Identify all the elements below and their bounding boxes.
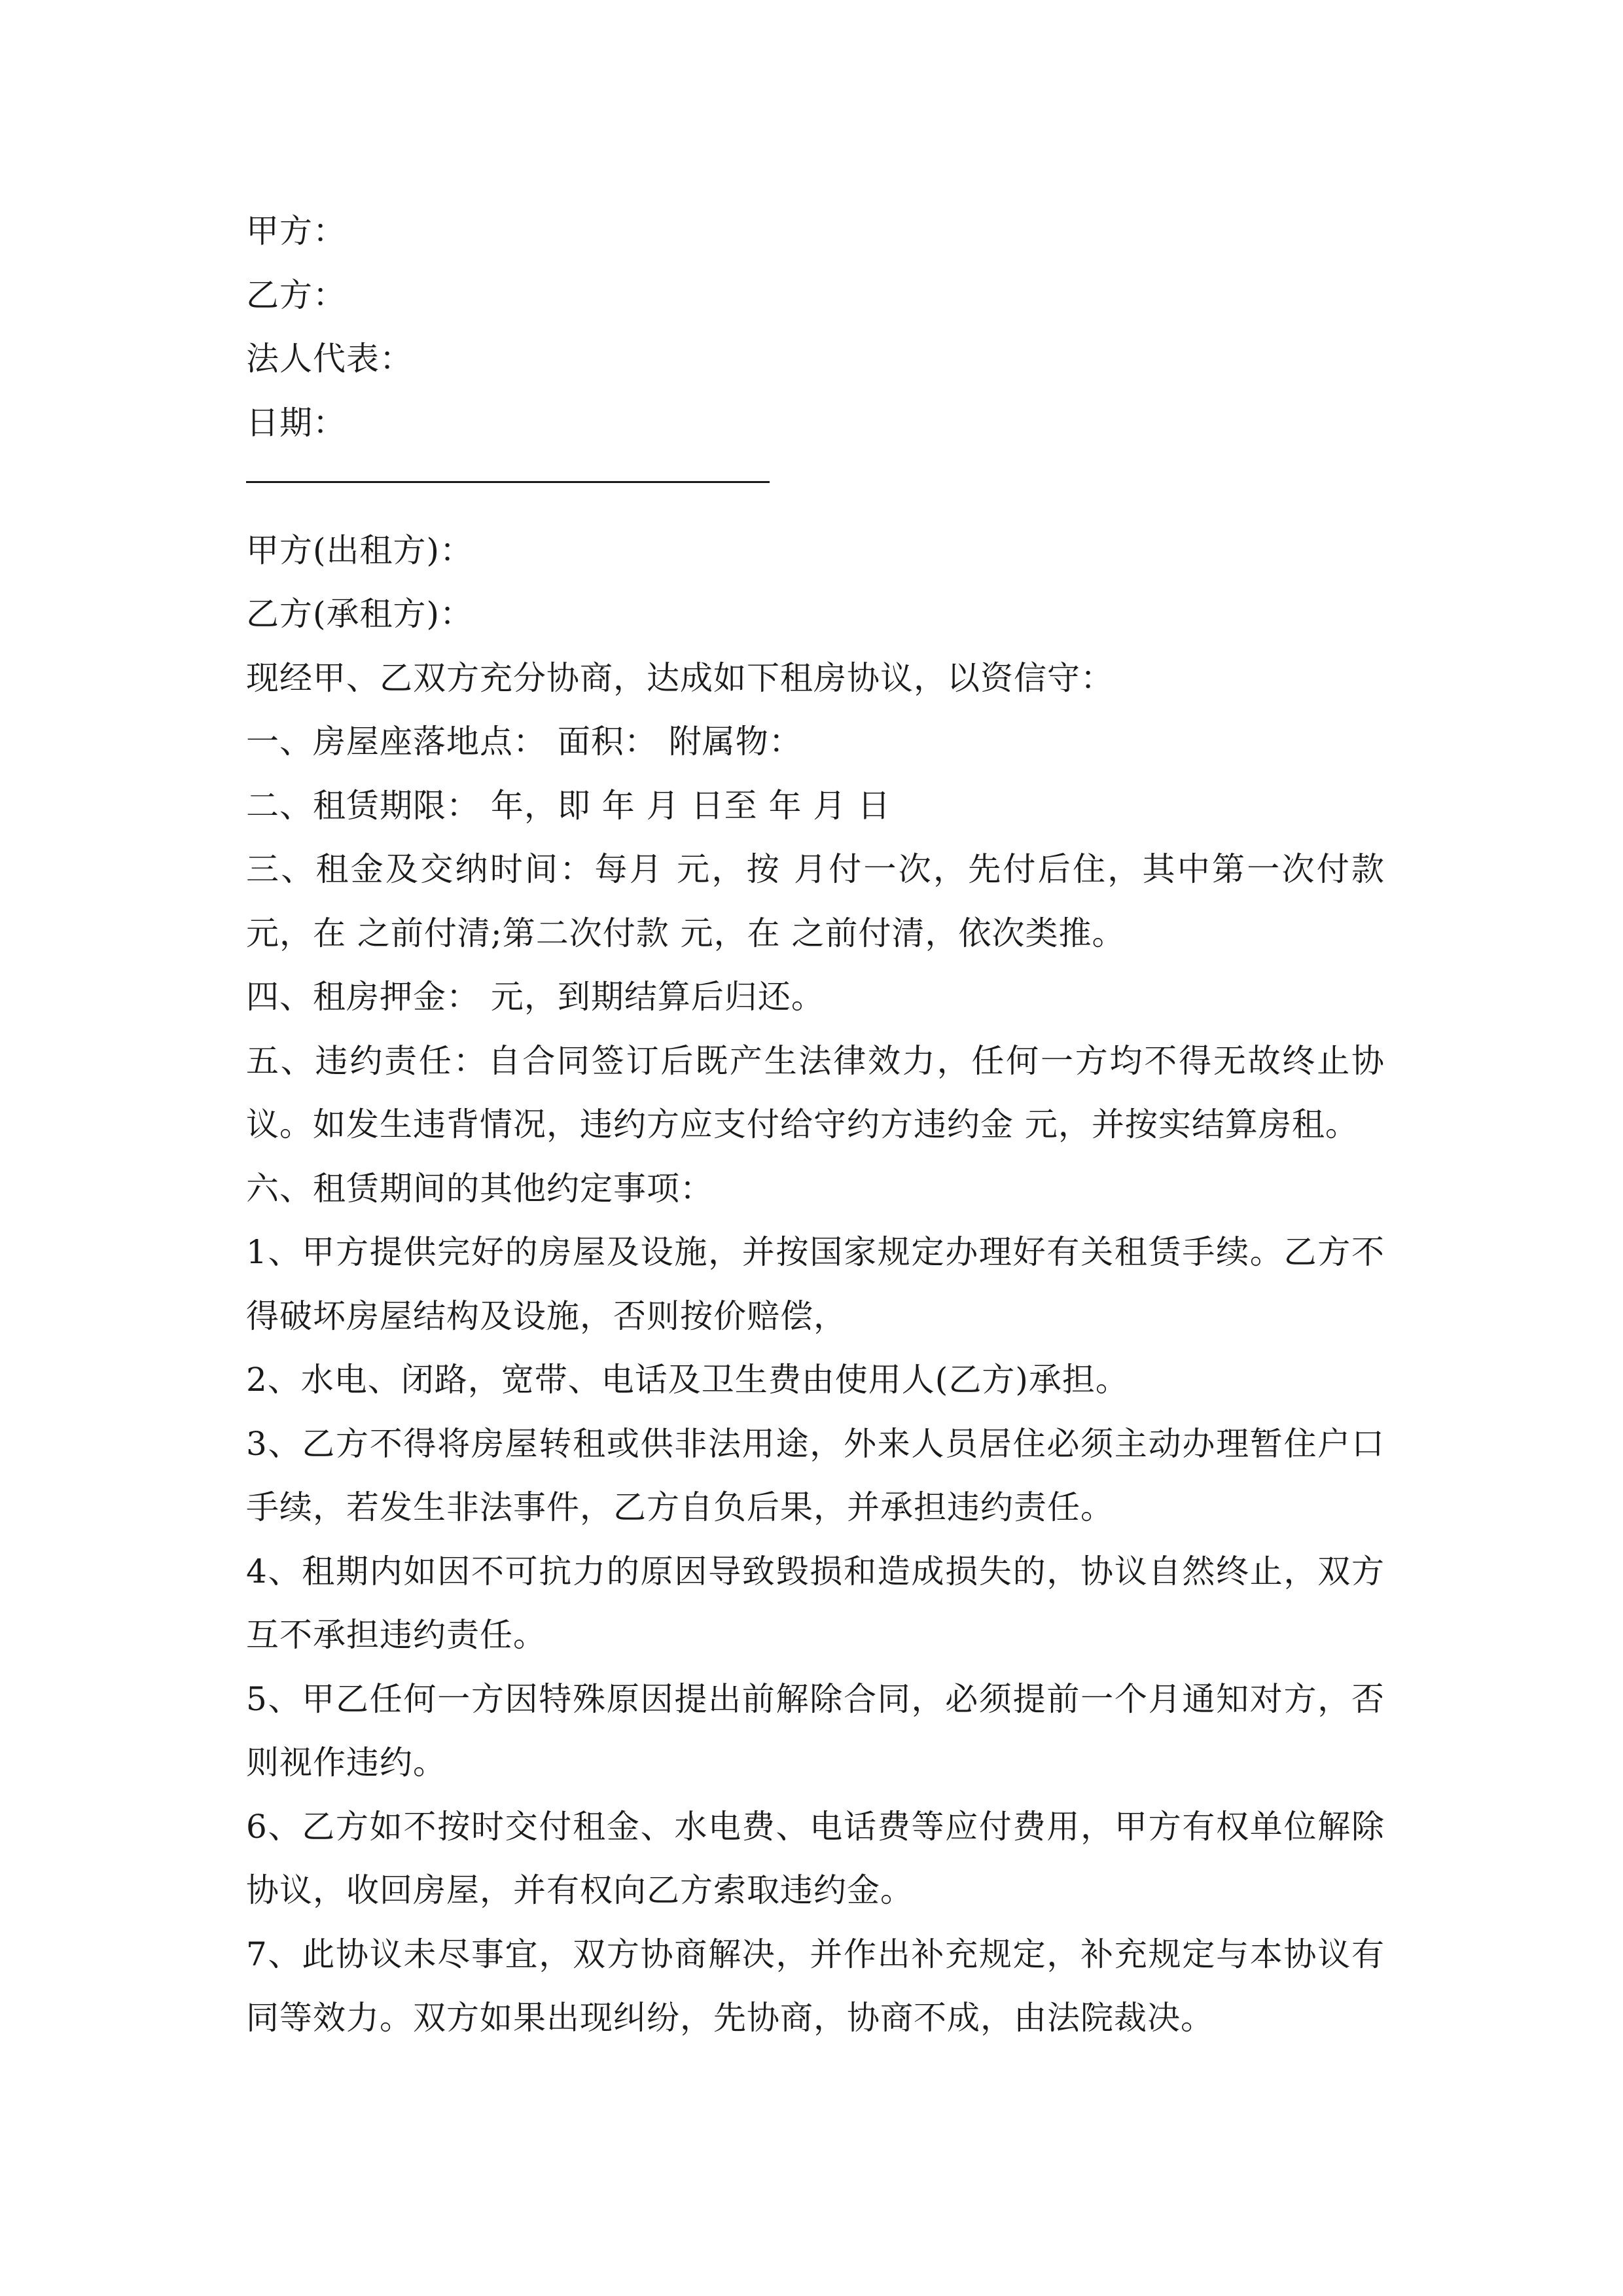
item-4: 4、租期内如因不可抗力的原因导致毁损和造成损失的，协议自然终止，双方互不承担违约责任。 bbox=[246, 1552, 1385, 1654]
clause-6: 六、租赁期间的其他约定事项： bbox=[246, 1169, 713, 1208]
item-3: 3、乙方不得将房屋转租或供非法用途，外来人员居住必须主动办理暂住户口手续，若发生非法事件，乙方自负后果，并承担违约责任。 bbox=[246, 1424, 1385, 1526]
clause-4: 四、租房押金： 元，到期结算后归还。 bbox=[246, 978, 825, 1016]
document-body bbox=[246, 200, 1385, 2051]
preamble: 现经甲、乙双方充分协商，达成如下租房协议，以资信守： bbox=[246, 658, 1114, 697]
item-5: 5、甲乙任何一方因特殊原因提出前解除合同，必须提前一个月通知对方，否则视作违约。 bbox=[246, 1679, 1385, 1782]
item-1: 1、甲方提供完好的房屋及设施，并按国家规定办理好有关租赁手续。乙方不得破坏房屋结构及设施，否则按价赔偿， bbox=[246, 1233, 1385, 1335]
clause-5: 五、违约责任：自合同签订后既产生法律效力，任何一方均不得无故终止协议。如发生违背情况，违约方应支付给守约方违约金 元，并按实结算房租。 bbox=[246, 1041, 1385, 1143]
legal-rep-line: 法人代表： bbox=[246, 340, 413, 378]
clause-3: 三、租金及交纳时间：每月 元，按 月付一次，先付后住，其中第一次付款 元，在 之前付清;第二次付款 元，在 之前付清，依次类推。 bbox=[246, 850, 1385, 952]
date-line: 日期： bbox=[246, 403, 346, 442]
item-2: 2、水电、闭路，宽带、电话及卫生费由使用人(乙方)承担。 bbox=[246, 1361, 1129, 1399]
lessor-line: 甲方(出租方)： bbox=[246, 531, 474, 569]
party-a-line: 甲方： bbox=[246, 212, 346, 250]
clause-2: 二、租赁期限： 年，即 年 月 日至 年 月 日 bbox=[246, 786, 891, 825]
item-6: 6、乙方如不按时交付租金、水电费、电话费等应付费用，甲方有权单位解除协议，收回房屋，并有权向乙方索取违约金。 bbox=[246, 1807, 1385, 1909]
item-7: 7、此协议未尽事宜，双方协商解决，并作出补充规定，补充规定与本协议有同等效力。双方如果出现纠纷，先协商，协商不成，由法院裁决。 bbox=[246, 1935, 1385, 2037]
separator-rule bbox=[246, 481, 770, 483]
separator bbox=[246, 455, 1385, 519]
lessee-line: 乙方(承租方)： bbox=[246, 595, 474, 633]
clause-1: 一、房屋座落地点： 面积： 附属物： bbox=[246, 723, 802, 761]
party-b-line: 乙方： bbox=[246, 276, 346, 314]
